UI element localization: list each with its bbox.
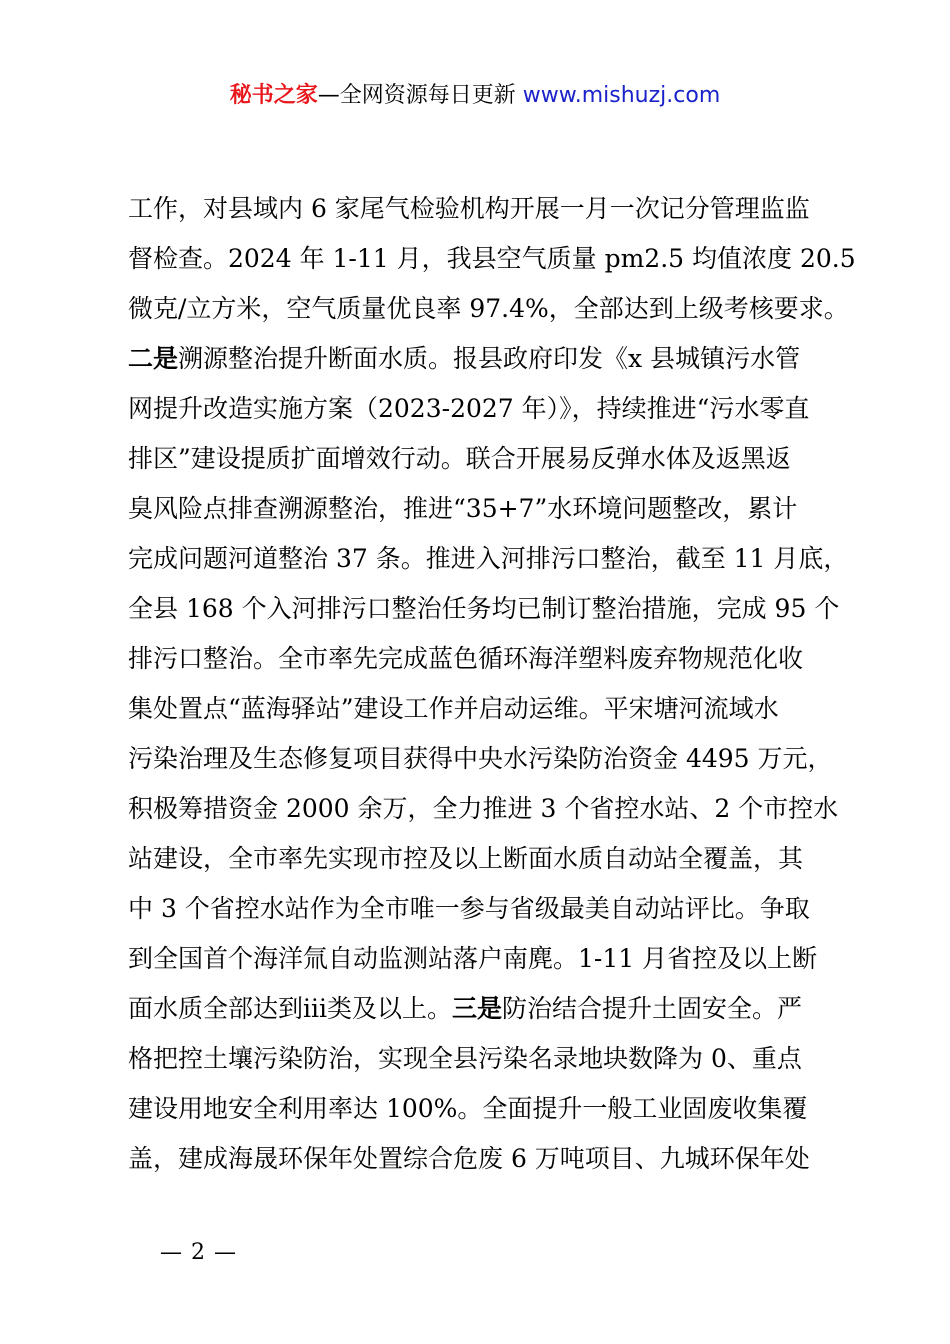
text-line: 到全国首个海洋氚自动监测站落户南麂。1-11 月省控及以上断	[128, 944, 818, 973]
text-line: 集处置点“蓝海驿站”建设工作并启动运维。平宋塘河流域水	[128, 694, 779, 723]
text-line: 排污口整治。全市率先完成蓝色循环海洋塑料废弃物规范化收	[128, 644, 804, 673]
text-line: 臭风险点排查溯源整治，推进“35+7”水环境问题整改，累计	[128, 494, 798, 523]
text-line: 全县 168 个入河排污口整治任务均已制订整治措施，完成 95 个	[128, 594, 840, 623]
brand-name: 秘书之家	[229, 83, 318, 108]
document-body	[128, 184, 856, 1184]
text-line: 微克/立方米，空气质量优良率 97.4%，全部达到上级考核要求。	[128, 294, 849, 323]
section-lead: 三是	[452, 994, 503, 1023]
header-tagline: —全网资源每日更新	[317, 83, 516, 108]
text-line: 建设用地安全利用率达 100%。全面提升一般工业固废收集覆	[128, 1094, 808, 1123]
text-line: 污染治理及生态修复项目获得中央水污染防治资金 4495 万元，	[128, 744, 833, 773]
text-line: 积极筹措资金 2000 余万，全力推进 3 个省控水站、2 个市控水	[128, 794, 839, 823]
text-line: 网提升改造实施方案（2023-2027 年）》，持续推进“污水零直	[128, 394, 810, 423]
section-lead: 二是	[128, 344, 179, 373]
text-line: 排区”建设提质扩面增效行动。联合开展易反弹水体及返黑返	[128, 444, 791, 473]
text-line: 中 3 个省控水站作为全市唯一参与省级最美自动站评比。争取	[128, 894, 810, 923]
text-line: 督检查。2024 年 1-11 月，我县空气质量 pm2.5 均值浓度 20.5	[128, 244, 856, 273]
page-header	[0, 79, 950, 113]
text-line: 二是溯源整治提升断面水质。报县政府印发《x 县城镇污水管	[128, 344, 801, 373]
site-url[interactable]: www.mishuzj.com	[522, 83, 721, 108]
page-number: — 2 —	[160, 1240, 237, 1265]
text-line: 完成问题河道整治 37 条。推进入河排污口整治，截至 11 月底，	[128, 544, 849, 573]
text-line: 盖，建成海晟环保年处置综合危废 6 万吨项目、九城环保年处	[128, 1144, 810, 1173]
text-line: 面水质全部达到ⅲ类及以上。三是防治结合提升土固安全。严	[128, 994, 803, 1023]
text-line: 格把控土壤污染防治，实现全县污染名录地块数降为 0、重点	[128, 1044, 802, 1073]
text-line: 站建设，全市率先实现市控及以上断面水质自动站全覆盖，其	[128, 844, 804, 873]
text-line: 工作，对县域内 6 家尾气检验机构开展一月一次记分管理监监	[128, 194, 810, 223]
